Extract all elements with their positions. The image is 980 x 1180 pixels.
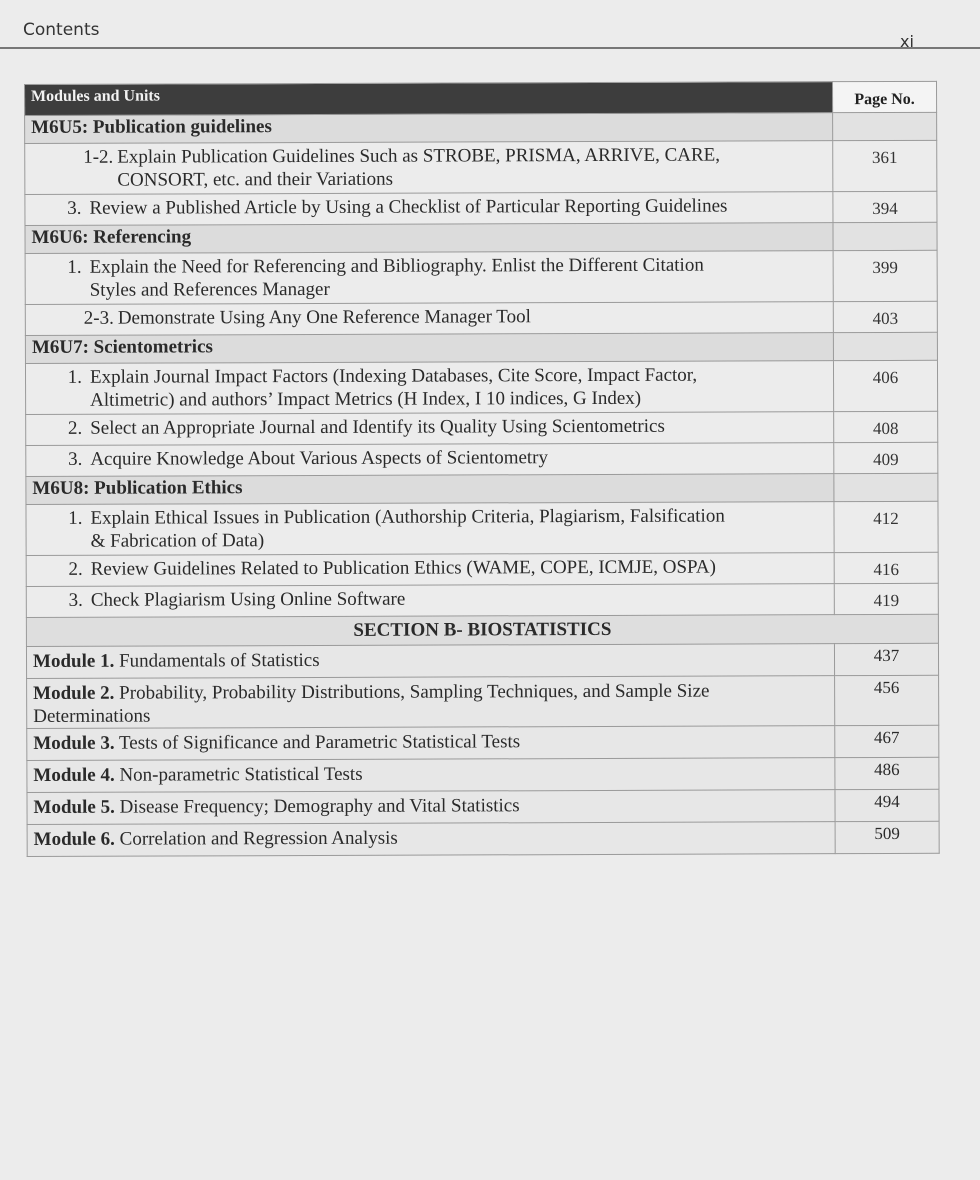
unit-item-row (26, 583, 938, 617)
unit-page-cell (833, 332, 937, 360)
item-number: 1. (68, 507, 83, 529)
item-number: 2. (68, 558, 83, 580)
item-number: 1-2. (83, 146, 114, 168)
item-text (90, 254, 704, 302)
module-row (27, 821, 939, 856)
item-text-line: Explain the Need for Referencing and Bibliography. Enlist the Different Citation (89, 254, 704, 278)
unit-title: M6U5: Publication guidelines (25, 113, 833, 144)
section-heading-row (26, 614, 938, 646)
page-number: xi (900, 32, 914, 51)
item-text-line: Select an Appropriate Journal and Identify its Quality Using Scientometrics (90, 415, 665, 439)
item-text-line: Review a Published Article by Using a Checklist of Particular Reporting Guidelines (89, 195, 728, 219)
item-text-line: Explain Journal Impact Factors (Indexing Databases, Cite Score, Impact Factor, (89, 364, 698, 388)
item-text (89, 195, 727, 220)
item-text-line: Check Plagiarism Using Online Software (90, 588, 406, 611)
module-row (27, 675, 939, 728)
item-page-number: 412 (834, 501, 938, 552)
unit-item-row (26, 501, 938, 555)
module-row (27, 757, 939, 792)
module-cell (27, 726, 835, 761)
item-page-number: 361 (833, 140, 937, 191)
module-label: Module 1. (32, 650, 115, 672)
item-text (90, 364, 697, 412)
module-title-line: Fundamentals of Statistics (119, 649, 320, 672)
item-page-number: 419 (834, 583, 938, 614)
unit-item-row (25, 250, 937, 304)
table-header-row (25, 81, 937, 115)
unit-item-row (26, 442, 938, 476)
item-number: 2. (67, 417, 83, 439)
contents-table (24, 81, 940, 857)
module-page-number: 494 (835, 789, 939, 821)
item-page-number: 394 (833, 191, 937, 222)
unit-item-cell (26, 584, 834, 618)
unit-item-cell (26, 502, 834, 556)
unit-heading-row (25, 332, 937, 363)
unit-item-row (25, 360, 937, 414)
item-text (117, 144, 720, 192)
module-label: Module 2. (33, 682, 115, 704)
module-label: Module 6. (33, 828, 115, 850)
item-number: 2-3. (83, 307, 114, 329)
item-number: 3. (67, 197, 82, 219)
page-column-header: Page No. (832, 81, 936, 112)
item-text (91, 556, 716, 581)
item-text-line: CONSORT, etc. and their Variations (117, 168, 394, 191)
running-head: Contents (23, 20, 100, 40)
unit-item-cell (26, 412, 834, 446)
unit-item-cell (26, 553, 834, 587)
item-page-number: 406 (833, 360, 937, 411)
module-title-line: Tests of Significance and Parametric Statistical Tests (118, 731, 521, 754)
unit-item-row (26, 411, 938, 445)
item-text (118, 305, 531, 329)
item-number: 1. (67, 256, 82, 278)
module-title-line: Non-parametric Statistical Tests (119, 763, 363, 786)
item-text-line: Acquire Knowledge About Various Aspects of Scientometry (90, 447, 549, 470)
section-b-heading: SECTION B- BIOSTATISTICS (26, 614, 938, 646)
item-number: 3. (68, 589, 83, 611)
module-cell (27, 758, 835, 793)
item-text-line: Altimetric) and authors’ Impact Metrics (H Index, I 10 indices, G Index) (90, 387, 642, 411)
unit-item-cell (26, 443, 834, 477)
module-cell (27, 676, 835, 729)
unit-item-row (25, 191, 937, 225)
unit-item-row (25, 140, 937, 194)
item-text-line: Review Guidelines Related to Publication Ethics (WAME, COPE, ICMJE, OSPA) (90, 556, 716, 580)
module-row (27, 725, 939, 760)
item-text (90, 446, 548, 471)
modules-column-header: Modules and Units (25, 82, 833, 116)
module-page-number: 437 (834, 643, 938, 675)
module-page-number: 486 (835, 757, 939, 789)
unit-item-cell (25, 251, 833, 305)
item-text-line: Demonstrate Using Any One Reference Manager Tool (117, 306, 531, 329)
unit-item-row (26, 552, 938, 586)
module-label: Module 3. (33, 732, 115, 754)
item-page-number: 408 (834, 411, 938, 442)
module-page-number: 456 (835, 675, 939, 725)
module-page-number: 467 (835, 725, 939, 757)
unit-item-cell (25, 361, 833, 415)
item-text (90, 505, 724, 553)
item-number: 1. (67, 366, 83, 388)
item-page-number: 403 (833, 301, 937, 332)
unit-page-cell (833, 112, 937, 140)
module-title-line: Probability, Probability Distributions, Sampling Techniques, and Sample Size (119, 680, 710, 704)
item-page-number: 399 (833, 250, 937, 301)
header-rule (0, 47, 980, 49)
unit-heading-row (25, 222, 937, 253)
unit-page-cell (833, 222, 937, 250)
unit-heading-row (25, 112, 937, 143)
module-row (27, 789, 939, 824)
item-text-line: Explain Publication Guidelines Such as STROBE, PRISMA, ARRIVE, CARE, (117, 144, 721, 168)
contents-table-body (25, 81, 940, 856)
item-text-line: Styles and References Manager (89, 278, 330, 301)
item-text (90, 415, 665, 440)
unit-title: M6U7: Scientometrics (25, 333, 833, 364)
unit-item-cell (25, 141, 833, 195)
unit-heading-row (26, 473, 938, 504)
module-cell (26, 644, 834, 679)
module-page-number: 509 (835, 821, 939, 853)
item-page-number: 409 (834, 442, 938, 473)
module-title-line: Correlation and Regression Analysis (119, 827, 398, 850)
module-label: Module 5. (33, 796, 115, 818)
item-text-line: & Fabrication of Data) (90, 530, 265, 552)
unit-page-cell (834, 473, 938, 501)
unit-item-row (25, 301, 937, 335)
page-header (0, 0, 980, 62)
module-cell (27, 822, 835, 857)
item-text-line: Explain Ethical Issues in Publication (Authorship Criteria, Plagiarism, Falsification (90, 505, 725, 529)
unit-item-cell (25, 302, 833, 336)
unit-item-cell (25, 192, 833, 226)
module-cell (27, 790, 835, 825)
unit-title: M6U6: Referencing (25, 223, 833, 254)
unit-title: M6U8: Publication Ethics (26, 474, 834, 505)
item-page-number: 416 (834, 552, 938, 583)
module-label: Module 4. (33, 764, 115, 786)
module-title-line: Disease Frequency; Demography and Vital Statistics (119, 795, 520, 818)
module-row (26, 643, 938, 678)
item-text (91, 588, 406, 612)
module-title-line: Determinations (33, 705, 151, 727)
item-number: 3. (68, 448, 83, 470)
